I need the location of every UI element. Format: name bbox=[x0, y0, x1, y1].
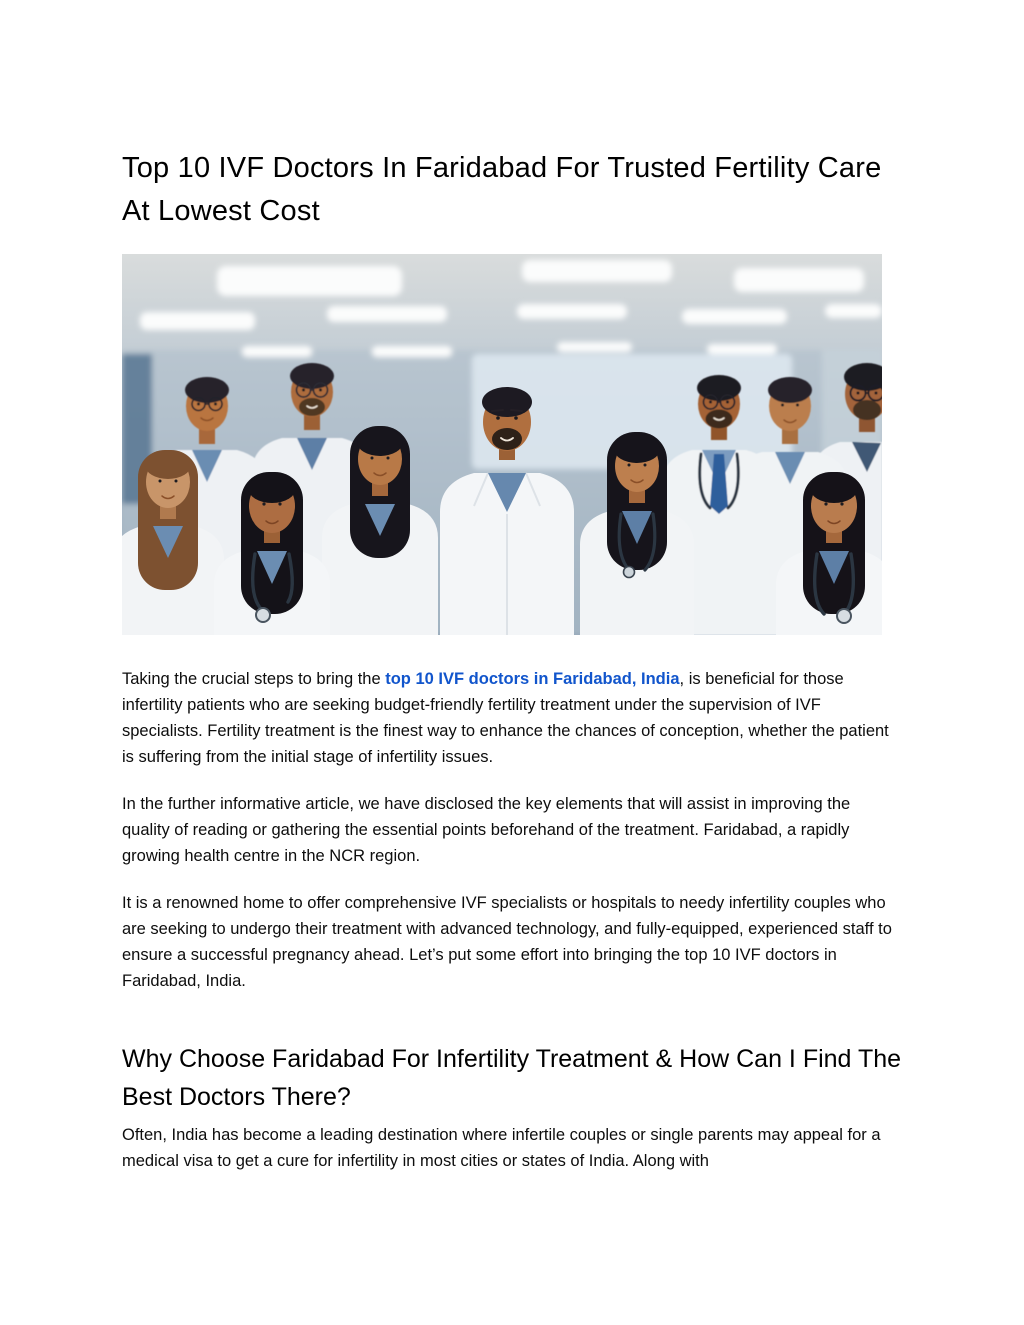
intro-text-after: , is beneficial for those infertility patients who are seeking budget-friendly fertility treatment under the supervision of IVF specialists. Fertility treatment is the finest way to enhance the chances of conception, whether the patient is suffering from the initial stage of infertility issues. bbox=[122, 670, 889, 766]
doctors-group-illustration bbox=[122, 254, 882, 635]
paragraph-article-overview: In the further informative article, we have disclosed the key elements that will assist in improving the quality of reading or gathering the essential points beforehand of the treatment. Faridabad, a rapidly growing health centre in the NCR region. bbox=[122, 795, 851, 865]
paragraph-india-destination: Often, India has become a leading destination where infertile couples or single parents may appeal for a medical visa to get a cure for infertility in most cities or states of India. Along with bbox=[122, 1126, 881, 1170]
hero-image bbox=[122, 254, 882, 635]
intro-text-before: Taking the crucial steps to bring the bbox=[122, 670, 386, 688]
section-heading-why-faridabad: Why Choose Faridabad For Infertility Treatment & How Can I Find The Best Doctors There? bbox=[122, 1045, 902, 1111]
intro-paragraph bbox=[122, 666, 902, 770]
top-ivf-doctors-link[interactable]: top 10 IVF doctors in Faridabad, India bbox=[385, 670, 680, 688]
article-title: Top 10 IVF Doctors In Faridabad For Trusted Fertility Care At Lowest Cost bbox=[122, 152, 882, 227]
paragraph-renowned-home: It is a renowned home to offer comprehensive IVF specialists or hospitals to needy infertility couples who are seeking to undergo their treatment with advanced technology, and fully-equipped, experienced staff to ensure a successful pregnancy ahead. Let’s put some effort into bringing the top 10 IVF doctors in Faridabad, India. bbox=[122, 894, 892, 990]
